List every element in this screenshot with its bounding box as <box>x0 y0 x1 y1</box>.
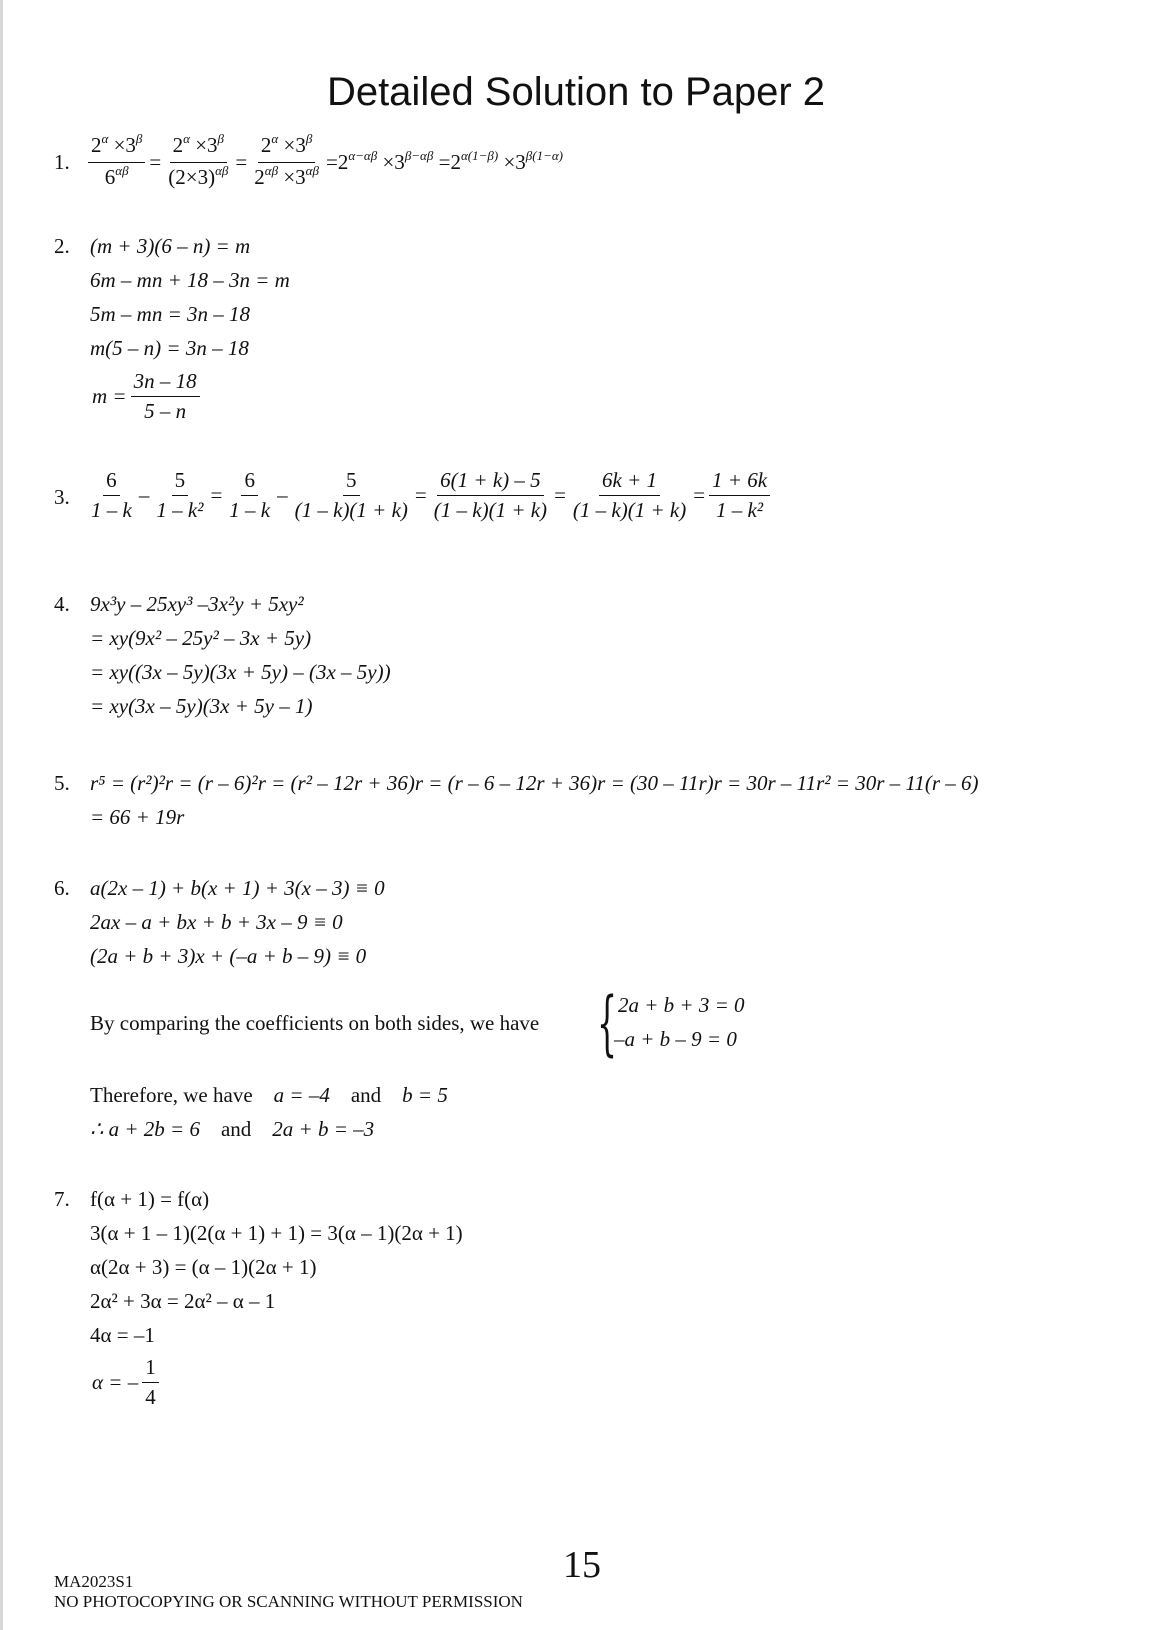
copyright-notice: NO PHOTOCOPYING OR SCANNING WITHOUT PERMISSION <box>54 1592 523 1611</box>
q4-line-3: = xy((3x – 5y)(3x + 5y) – (3x – 5y)) <box>90 660 391 684</box>
q4-line-4: = xy(3x – 5y)(3x + 5y – 1) <box>90 694 313 718</box>
q1-fraction-1: $\frac{2^\alpha \times 3^\beta}{6^{\alpha\beta}}$ <box>88 132 145 193</box>
q7-line-4: 2α² + 3α = 2α² – α – 1 <box>90 1289 276 1313</box>
q6-therefore-line: Therefore, we have a = –4 and b = 5 <box>90 1083 448 1107</box>
question-number: 1. <box>54 150 70 174</box>
question-number: 4. <box>54 592 70 616</box>
q4-line-1: 9x³y – 25xy³ –3x²y + 5xy² <box>90 592 304 616</box>
q6-line-2: 2ax – a + bx + b + 3x – 9 ≡ 0 <box>90 910 343 934</box>
question-number: 5. <box>54 771 70 795</box>
q2-line-2: 6m – mn + 18 – 3n = m <box>90 268 290 292</box>
question-number: 2. <box>54 234 70 258</box>
q3-fraction: $\frac{6k + 1}{(1 - k)(1 + k)}$ <box>572 468 687 522</box>
question-number: 3. <box>54 485 70 509</box>
q3-fraction: $\frac{6(1 + k) - 5}{(1 - k)(1 + k)}$ <box>433 468 548 522</box>
q1-expression: $\frac{2^\alpha \times 3^\beta}{6^{\alpha\beta}}$ = $\frac{2^\alpha \times 3^\beta}{(2\times 3)^{\alpha\beta}}$ = $\frac{2^\alpha \times 3^\beta}{2^{\alpha\beta} \times 3^{\alpha\beta}}$ $=2^{\alpha-\alpha\beta} \times 3^{\beta-\alpha\beta} =2^{\alpha(1-\beta)} \times 3^{\beta(1-\alpha)}$ <box>86 132 565 193</box>
q7-line-3: α(2α + 3) = (α – 1)(2α + 1) <box>90 1255 317 1279</box>
q2-line-4: m(5 – n) = 3n – 18 <box>90 336 249 360</box>
q7-line-2: 3(α + 1 – 1)(2(α + 1) + 1) = 3(α – 1)(2α + 1) <box>90 1221 463 1245</box>
q3-fraction: $\frac{1 + 6k}{\text{1 – k²}}$ <box>709 467 770 524</box>
q5-line-2: = 66 + 19r <box>90 805 185 829</box>
q3-expression: $\frac{6}{1 - k}$ – $\frac{5}{\text{1 – k²}}$ = $\frac{6}{1 - k}$ – $\frac{5}{(1 - k)(1 + k)}$ = $\frac{6(1 + k) - 5}{(1 - k)(1 + k)}$ = $\frac{6k + 1}{(1 - k)(1 + k)}$ = $\frac{1 + 6k}{\text{1 – k²}}$ <box>86 467 772 524</box>
q3-fraction: $\frac{5}{(1 - k)(1 + k)}$ <box>294 468 408 522</box>
question-number: 7. <box>54 1187 70 1211</box>
q4-line-2: = xy(9x² – 25y² – 3x + 5y) <box>90 626 312 650</box>
q6-compare-text: By comparing the coefficients on both sides, we have <box>90 1011 540 1035</box>
q3-fraction: $\frac{6}{1 - k}$ <box>229 468 271 522</box>
page-title: Detailed Solution to Paper 2 <box>326 70 826 114</box>
q7-line-1: f(α + 1) = f(α) <box>90 1187 210 1211</box>
q6-line-3: (2a + b + 3)x + (–a + b – 9) ≡ 0 <box>90 944 367 968</box>
q6-hence-line: ∴ a + 2b = 6 and 2a + b = –3 <box>90 1117 375 1141</box>
q5-line-1: r⁵ = (r²)²r = (r – 6)²r = (r² – 12r + 36)r = (r – 6 – 12r + 36)r = (30 – 11r)r = 30r – 11r² = 30r – 11(r – 6) <box>90 771 979 795</box>
q6-line-1: a(2x – 1) + b(x + 1) + 3(x – 3) ≡ 0 <box>90 876 385 900</box>
page-number: 15 <box>563 1544 601 1586</box>
q3-fraction: $\frac{5}{\text{1 – k²}}$ <box>156 468 204 522</box>
page-edge <box>0 0 3 1630</box>
q2-line-5: m = $\frac{3n - 18}{5 - n}$ <box>90 368 202 425</box>
q7-line-5: 4α = –1 <box>90 1323 155 1347</box>
q3-fraction: $\frac{6}{1 - k}$ <box>91 468 132 522</box>
q2-line-3: 5m – mn = 3n – 18 <box>90 302 251 326</box>
question-number: 6. <box>54 876 70 900</box>
q2-line-1: (m + 3)(6 – n) = m <box>90 234 251 258</box>
q1-fraction-2: $\frac{2^\alpha \times 3^\beta}{(2\times 3)^{\alpha\beta}}$ <box>168 131 229 189</box>
paper-code: MA2023S1 <box>54 1572 134 1591</box>
q6-system-eq-1: 2a + b + 3 = 0 <box>618 993 745 1017</box>
system-brace: { <box>597 982 618 1064</box>
q6-system-eq-2: –a + b – 9 = 0 <box>614 1027 737 1051</box>
q1-fraction-3: $\frac{2^\alpha \times 3^\beta}{2^{\alpha\beta} \times 3^{\alpha\beta}}$ <box>254 131 319 189</box>
q7-line-6: α = – $\frac{1}{4}$ <box>90 1354 161 1411</box>
